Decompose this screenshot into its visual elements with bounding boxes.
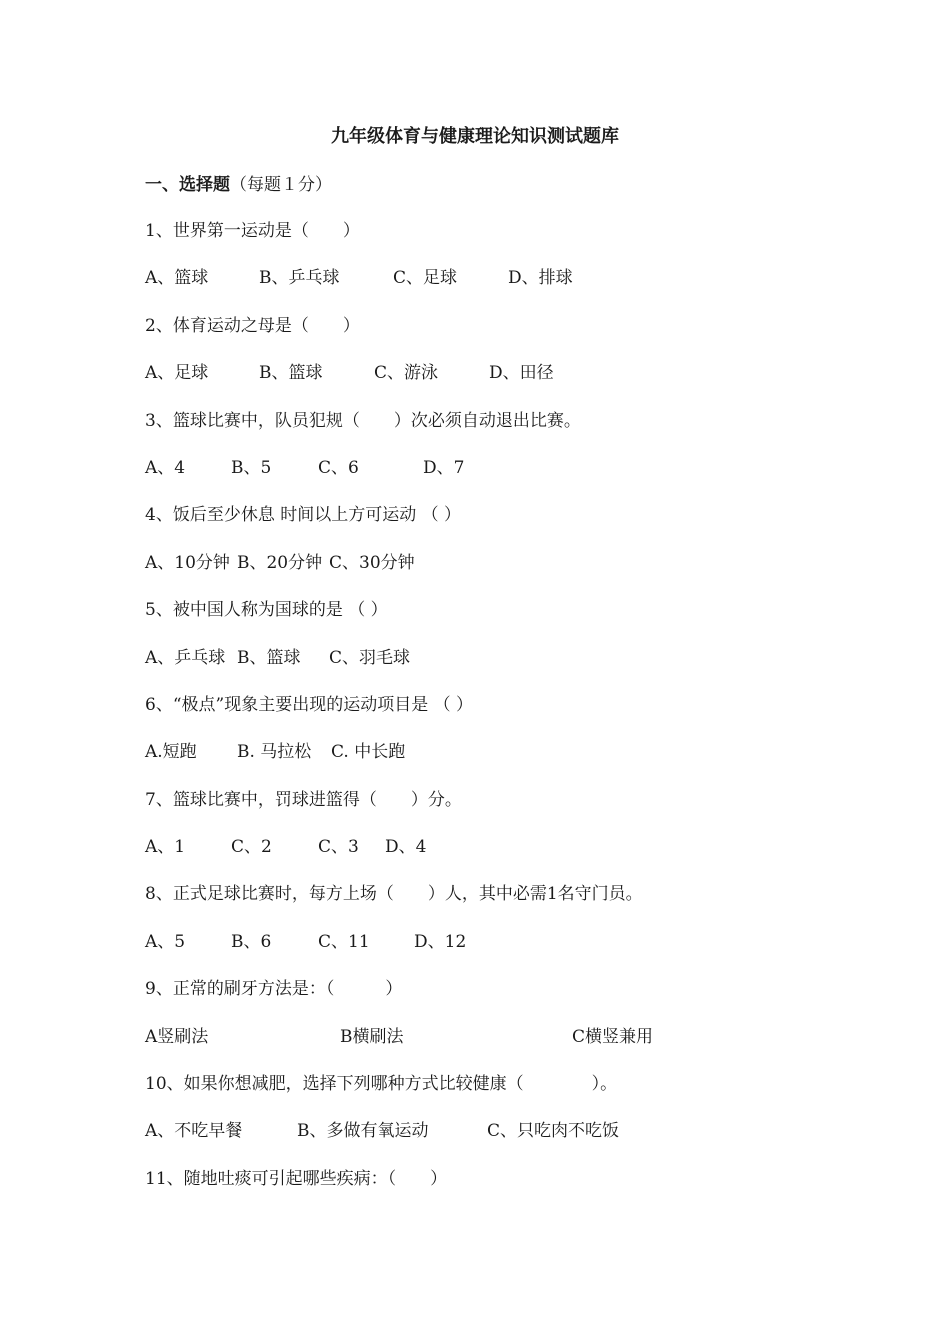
- answer-options: [145, 834, 905, 881]
- answer-options: [145, 1024, 905, 1071]
- answer-options: [145, 455, 905, 502]
- answer-option: A、足球: [145, 363, 209, 384]
- answer-option: A、篮球: [145, 268, 209, 289]
- answer-option: D、田径: [489, 363, 554, 384]
- answer-option: C、足球: [393, 268, 458, 289]
- answer-option: A、乒乓球: [145, 647, 226, 668]
- answer-option: C横竖兼用: [572, 1026, 654, 1047]
- answer-option: C、游泳: [374, 363, 439, 384]
- answer-option: B、20分钟: [237, 552, 323, 573]
- answer-option: B. 马拉松: [237, 742, 312, 763]
- answer-option: A.短跑: [145, 742, 197, 763]
- answer-option: C、11: [318, 931, 370, 952]
- answer-options: [145, 645, 905, 692]
- question-list: [145, 218, 905, 1213]
- section-heading-label: 一、选择题: [145, 175, 230, 195]
- answer-option: A、5: [145, 931, 186, 952]
- answer-option: A竖刷法: [145, 1026, 209, 1047]
- answer-option: A、不吃早餐: [145, 1121, 243, 1142]
- question-text: 10、如果你想减肥，选择下列哪种方式比较健康（ ）。: [145, 1074, 618, 1095]
- question-text: 5、被中国人称为国球的是 （ ）: [145, 600, 388, 621]
- answer-option: D、7: [423, 457, 465, 478]
- answer-options: [145, 550, 905, 597]
- question-text: 8、正式足球比赛时，每方上场（ ）人，其中必需1名守门员。: [145, 884, 643, 905]
- answer-options: [145, 360, 905, 407]
- answer-option: D、排球: [508, 268, 573, 289]
- answer-options: [145, 1118, 905, 1165]
- question-text: 6、“极点”现象主要出现的运动项目是 （ ）: [145, 694, 474, 715]
- answer-option: D、12: [414, 931, 467, 952]
- answer-option: B、6: [231, 931, 272, 952]
- answer-option: B、乒乓球: [259, 268, 340, 289]
- answer-option: D、4: [385, 837, 427, 858]
- answer-option: B、5: [231, 457, 272, 478]
- document-title: 九年级体育与健康理论知识测试题库: [331, 126, 619, 147]
- answer-option: A、10分钟: [145, 552, 230, 573]
- answer-option: B、篮球: [237, 647, 301, 668]
- question-text: 4、饭后至少休息 时间以上方可运动 （ ）: [145, 505, 462, 526]
- answer-option: C、只吃肉不吃饭: [487, 1121, 620, 1142]
- question-text: 9、正常的刷牙方法是：（ ）: [145, 979, 403, 1000]
- answer-option: C、羽毛球: [329, 647, 411, 668]
- section-heading-note: （每题１分）: [230, 175, 332, 195]
- answer-option: A、4: [145, 457, 186, 478]
- answer-options: [145, 739, 905, 786]
- question-text: 7、篮球比赛中，罚球进篮得（ ）分。: [145, 789, 462, 810]
- answer-option: C、3: [318, 837, 359, 858]
- answer-option: C. 中长跑: [331, 742, 406, 763]
- question-text: 3、篮球比赛中，队员犯规（ ）次必须自动退出比赛。: [145, 410, 581, 431]
- section-heading: [145, 172, 332, 198]
- answer-option: C、30分钟: [329, 552, 415, 573]
- answer-option: B、多做有氧运动: [297, 1121, 429, 1142]
- answer-option: A、1: [145, 837, 186, 858]
- question-text: 11、随地吐痰可引起哪些疾病：（ ）: [145, 1168, 448, 1189]
- question-text: 2、体育运动之母是（ ）: [145, 315, 360, 336]
- answer-options: [145, 265, 905, 312]
- answer-options: [145, 929, 905, 976]
- answer-option: B横刷法: [340, 1026, 404, 1047]
- answer-option: C、2: [231, 837, 272, 858]
- answer-option: C、6: [318, 457, 359, 478]
- answer-option: B、篮球: [259, 363, 323, 384]
- question-text: 1、世界第一运动是（ ）: [145, 221, 360, 241]
